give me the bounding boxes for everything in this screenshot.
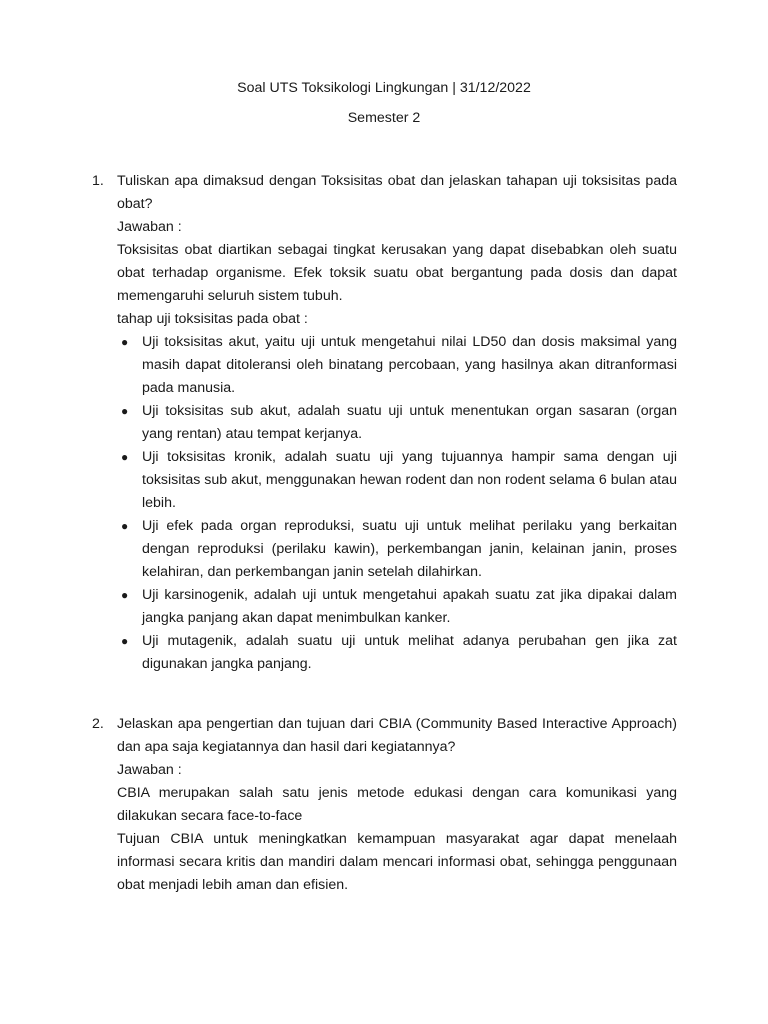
list-item bbox=[117, 331, 677, 400]
stage-text: Uji efek pada organ reproduksi, suatu uji untuk melihat perilaku yang berkaitan dengan reproduksi (perilaku kawin), perkembangan janin, kelainan janin, proses kelahiran, dan perkembangan janin setelah dilahirkan. bbox=[142, 518, 677, 580]
question-text: Tuliskan apa dimaksud dengan Toksisitas obat dan jelaskan tahapan uji toksisitas pada obat? bbox=[117, 173, 677, 212]
stage-text: Uji karsinogenik, adalah uji untuk mengetahui apakah suatu zat jika dipakai dalam jangka panjang akan dapat menimbulkan kanker. bbox=[142, 587, 677, 626]
stages-heading: tahap uji toksisitas pada obat : bbox=[117, 311, 308, 327]
stage-text: Uji mutagenik, adalah suatu uji untuk melihat adanya perubahan gen jika zat digunakan jangka panjang. bbox=[142, 633, 677, 672]
bullet-icon: ● bbox=[121, 588, 129, 602]
list-item bbox=[117, 446, 677, 515]
stage-list bbox=[117, 331, 677, 676]
answer-paragraph: Toksisitas obat diartikan sebagai tingkat kerusakan yang dapat disebabkan oleh suatu obat terhadap organisme. Efek toksik suatu obat bergantung pada dosis dan dapat memengaruhi seluruh sistem tubuh. bbox=[117, 242, 677, 304]
question-list bbox=[92, 170, 677, 897]
bullet-icon: ● bbox=[121, 450, 129, 464]
document-title: Soal UTS Toksikologi Lingkungan | 31/12/2022 bbox=[237, 80, 531, 96]
question-number: 2. bbox=[92, 716, 104, 732]
list-item bbox=[117, 630, 677, 676]
document-subtitle: Semester 2 bbox=[347, 110, 421, 126]
bullet-icon: ● bbox=[121, 404, 129, 418]
bullet-icon: ● bbox=[121, 335, 129, 349]
answer-label: Jawaban : bbox=[117, 762, 182, 778]
question-2 bbox=[92, 713, 677, 897]
answer-paragraph: Tujuan CBIA untuk meningkatkan kemampuan masyarakat agar dapat menelaah informasi secara kritis dan mandiri dalam mencari informasi obat, sehingga penggunaan obat menjadi lebih aman dan efisien. bbox=[117, 831, 677, 893]
answer-paragraph: CBIA merupakan salah satu jenis metode edukasi dengan cara komunikasi yang dilakukan secara face-to-face bbox=[117, 785, 677, 824]
question-text: Jelaskan apa pengertian dan tujuan dari CBIA (Community Based Interactive Approach) dan apa saja kegiatannya dan hasil dari kegiatannya? bbox=[117, 716, 677, 755]
stage-text: Uji toksisitas akut, yaitu uji untuk mengetahui nilai LD50 dan dosis maksimal yang masih dapat ditoleransi oleh binatang percobaan, yang hasilnya akan ditranformasi pada manusia. bbox=[142, 334, 677, 396]
question-1 bbox=[92, 170, 677, 676]
list-item bbox=[117, 584, 677, 630]
stage-text: Uji toksisitas sub akut, adalah suatu uji untuk menentukan organ sasaran (organ yang rentan) atau tempat kerjanya. bbox=[142, 403, 677, 442]
answer-label: Jawaban : bbox=[117, 219, 182, 235]
list-item bbox=[117, 400, 677, 446]
question-number: 1. bbox=[92, 173, 104, 189]
bullet-icon: ● bbox=[121, 519, 129, 533]
list-item bbox=[117, 515, 677, 584]
stage-text: Uji toksisitas kronik, adalah suatu uji yang tujuannya hampir sama dengan uji toksisitas sub akut, menggunakan hewan rodent dan non rodent selama 6 bulan atau lebih. bbox=[142, 449, 677, 511]
bullet-icon: ● bbox=[121, 634, 129, 648]
